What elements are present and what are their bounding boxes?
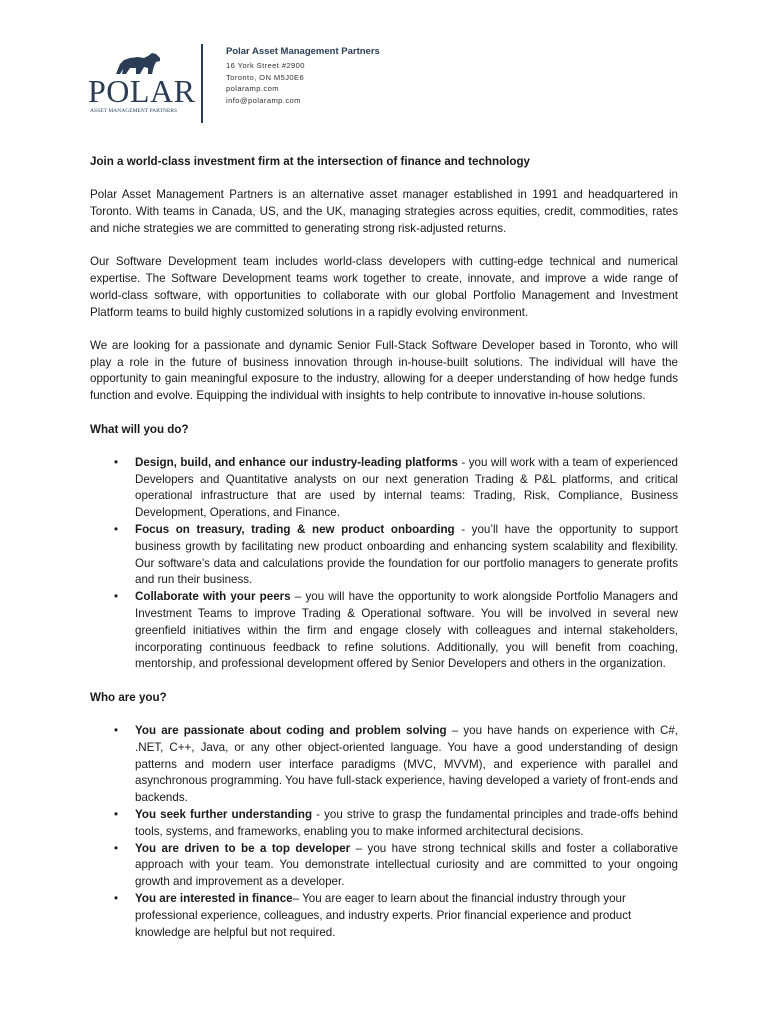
item-heading: You seek further understanding: [135, 808, 313, 821]
item-text: – you have hands on experience with C#, .NET, C++, Java, or any other object-oriented language. You have a good understanding of design patterns and modern user interface paradigms (MVC, MVVM), and experience with parallel and asynchronous programming. You have full-stack experience, having developed a variety of front-ends and backends.: [135, 724, 678, 805]
item-heading: You are driven to be a top developer: [135, 841, 351, 855]
item-text: - you strive to grasp the fundamental principles and trade-offs behind tools, systems, and frameworks, enabling you to make informed architectural decisions.: [135, 808, 678, 838]
item-heading: You are passionate about coding and problem solving: [135, 724, 447, 738]
do-list: [90, 455, 678, 673]
item-text: - you’ll have the opportunity to support business growth by facilitating new product onboarding and enhancing system scalability and flexibility. Our software’s data and calculations provide the foundation for our portfolio managers to generate profits and run their business.: [135, 523, 678, 587]
document-body: [90, 154, 678, 958]
item-text: - you will work with a team of experienced Developers and Quantitative analysts on our next generation Trading & P&L platforms, and critical operational infrastructure that are used by internal teams: Trading, Risk, Compliance, Business Development, Operations, and Finance.: [135, 455, 678, 520]
paragraph-intro: Polar Asset Management Partners is an alternative asset manager established in 1991 and headquartered in Toronto. With teams in Canada, US, and the UK, managing strategies across equities, credit, commodities, rates and niche strategies we are committed to generating strong risk-adjusted returns.: [90, 188, 678, 235]
item-text: – You are eager to learn about the financial industry through your professional experience, colleagues, and industry experts. Prior financial experience and product knowledge are helpful but not required.: [135, 891, 632, 939]
list-item: [90, 807, 678, 841]
bullet-icon: •: [114, 590, 119, 604]
list-item: [90, 723, 678, 807]
section-heading-do: What will you do?: [90, 422, 189, 436]
bullet-icon: •: [114, 523, 119, 537]
website-link[interactable]: polaramp.com: [226, 84, 279, 93]
address-line-1: 16 York Street #2900: [226, 61, 305, 70]
section-heading-who: Who are you?: [90, 690, 167, 704]
letterhead-divider: [201, 44, 203, 123]
item-heading: Design, build, and enhance our industry-leading platforms: [135, 455, 458, 469]
list-item: [90, 522, 678, 589]
item-heading: Collaborate with your peers: [135, 590, 291, 604]
paragraph-team: Our Software Development team includes world-class developers with cutting-edge technical and numerical expertise. The Software Development teams work together to create, innovate, and improve a wide range of world-class software, with opportunities to collaborate with our global Portfolio Management and Investment Platform teams to build highly customized solutions in a rapidly evolving environment.: [90, 255, 678, 319]
letterhead: [0, 0, 768, 140]
list-item: [90, 891, 678, 941]
paragraph-role: We are looking for a passionate and dynamic Senior Full-Stack Software Developer based in Toronto, who will play a role in the future of business innovation through in-house-built solutions. The individual will have the opportunity to gain meaningful exposure to the industry, allowing for a deeper understanding of how hedge funds function and evolve. Equipping the individual with insights to help contribute to innovative in-house solutions.: [90, 338, 678, 403]
who-list: [90, 723, 678, 941]
bullet-icon: •: [114, 891, 119, 905]
logo-subtitle: ASSET MANAGEMENT PARTNERS: [90, 108, 178, 114]
bullet-icon: •: [114, 455, 119, 469]
item-text: – you will have the opportunity to work alongside Portfolio Managers and Investment Teams to improve Trading & Operational software. You will be involved in several new greenfield initiatives within the firm and engage closely with colleagues and internal stakeholders, incorporating continuous feedback to refine solutions. Additionally, you will benefit from coaching, mentorship, and professional development offered by Senior Developers and others in the organization.: [135, 590, 678, 671]
list-item: [90, 841, 678, 891]
bullet-icon: •: [114, 724, 119, 738]
polar-logo: [88, 52, 196, 122]
logo-wordmark: POLAR: [88, 73, 196, 109]
bullet-icon: •: [114, 841, 119, 855]
firm-name: Polar Asset Management Partners: [226, 46, 380, 57]
address-line-2: Toronto, ON M5J0E6: [226, 72, 305, 82]
bullet-icon: •: [114, 808, 119, 821]
item-text: – you have strong technical skills and foster a collaborative approach with your team. You demonstrate intellectual curiosity and are committed to your ongoing growth and improvement as a developer.: [135, 841, 679, 889]
document-title: Join a world-class investment firm at the intersection of finance and technology: [90, 155, 531, 168]
item-heading: Focus on treasury, trading & new product onboarding: [135, 523, 455, 537]
email-link[interactable]: info@polaramp.com: [226, 95, 301, 105]
item-heading: You are interested in finance: [135, 891, 293, 905]
contact-block: [226, 46, 380, 106]
list-item: [90, 455, 678, 522]
list-item: [90, 589, 678, 673]
